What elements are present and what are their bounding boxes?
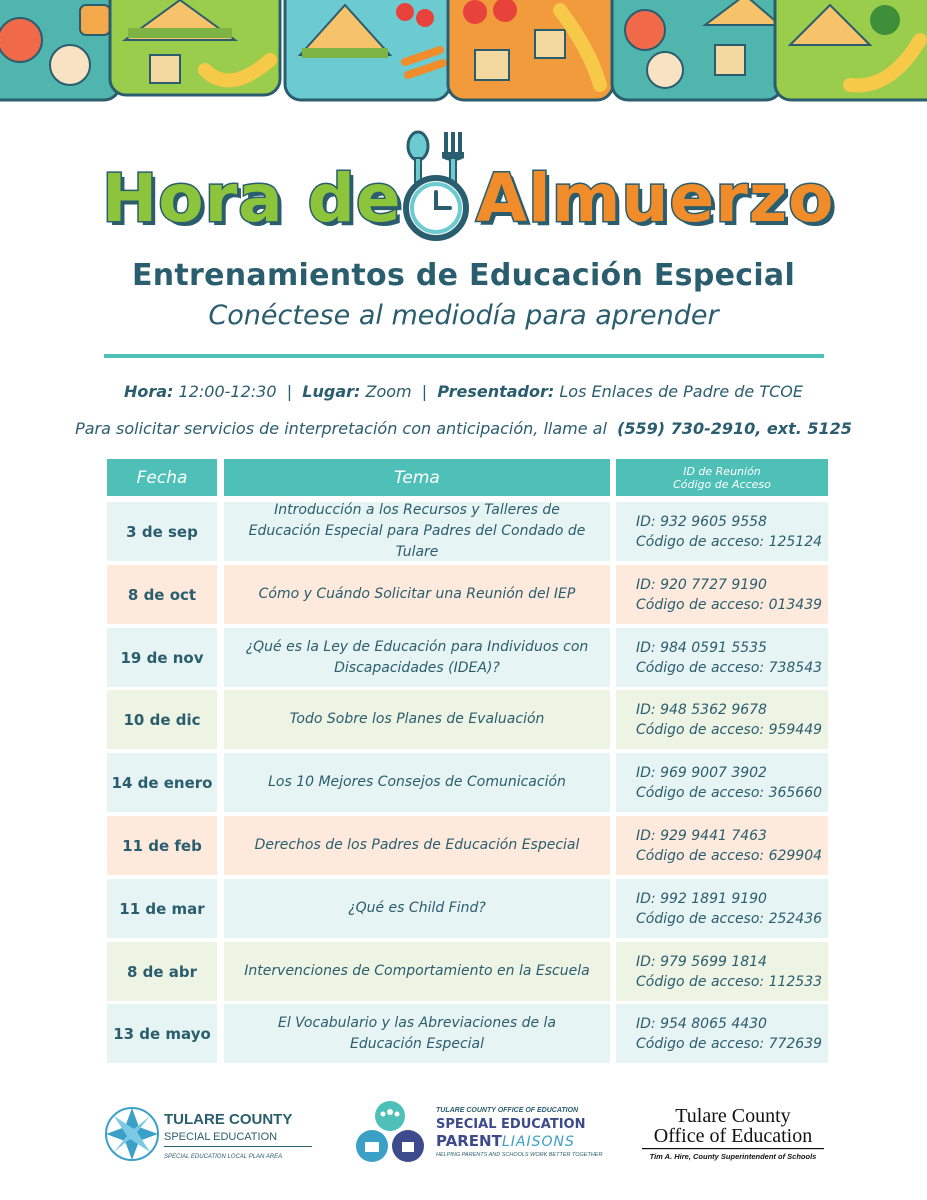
table-cell-meeting-id bbox=[616, 565, 828, 624]
people-icons-cluster bbox=[356, 1101, 424, 1162]
page-tagline: Conéctese al mediodía para aprender bbox=[208, 300, 719, 331]
access-code: Código de acceso: 959449 bbox=[636, 721, 823, 738]
access-code: Código de acceso: 772639 bbox=[636, 1035, 823, 1052]
table-cell-topic: Derechos de los Padres de Educación Especial bbox=[224, 816, 610, 875]
logo3-line3: Tim A. Hire, County Superintendent of Schools bbox=[649, 1152, 817, 1161]
table-cell-date: 13 de mayo bbox=[107, 1004, 217, 1063]
table-cell-meeting-id bbox=[616, 942, 828, 1001]
meeting-id: ID: 969 9007 3902 bbox=[636, 764, 767, 781]
logo1-line3: SPECIAL EDUCATION LOCAL PLAN AREA bbox=[164, 1154, 283, 1160]
table-cell-date: 19 de nov bbox=[107, 628, 217, 687]
interpretation-phone: (559) 730-2910, ext. 5125 bbox=[617, 419, 852, 438]
logo2-line1: TULARE COUNTY OFFICE OF EDUCATION bbox=[436, 1107, 579, 1114]
table-header-meeting-id bbox=[616, 459, 828, 496]
meeting-id: ID: 929 9441 7463 bbox=[636, 827, 767, 844]
logo1-line1: TULARE COUNTY bbox=[164, 1111, 293, 1128]
hora-label: Hora: bbox=[123, 382, 174, 401]
table-cell-meeting-id bbox=[616, 1004, 828, 1063]
table-cell-meeting-id bbox=[616, 628, 828, 687]
table-cell-meeting-id bbox=[616, 690, 828, 749]
separator: | bbox=[286, 382, 293, 401]
table-cell-date: 8 de abr bbox=[107, 942, 217, 1001]
lugar-label: Lugar: bbox=[302, 382, 361, 401]
meeting-id: ID: 920 7727 9190 bbox=[636, 576, 767, 593]
meeting-id: ID: 979 5699 1814 bbox=[636, 953, 767, 970]
page-subtitle: Entrenamientos de Educación Especial bbox=[131, 258, 796, 293]
title-row bbox=[0, 128, 927, 248]
lugar-value: Zoom bbox=[365, 382, 412, 401]
logo3-line1: Tulare County bbox=[675, 1105, 791, 1127]
table-header-date: Fecha bbox=[107, 459, 217, 496]
meeting-id: ID: 932 9605 9558 bbox=[636, 513, 767, 530]
meeting-id: ID: 992 1891 9190 bbox=[636, 890, 767, 907]
access-code: Código de acceso: 252436 bbox=[636, 910, 823, 927]
title-word-hora-de: Hora de bbox=[102, 160, 402, 237]
access-code: Código de acceso: 365660 bbox=[636, 784, 823, 801]
presentador-value: Los Enlaces de Padre de TCOE bbox=[559, 382, 803, 401]
table-cell-topic: Introducción a los Recursos y Talleres de Educación Especial para Padres del Condado de Tulare bbox=[224, 502, 610, 561]
access-code: Código de acceso: 125124 bbox=[636, 533, 823, 550]
spoon-fork-clock-icon bbox=[398, 128, 474, 244]
table-header-id-line2: Código de Acceso bbox=[673, 477, 771, 491]
session-info-line bbox=[0, 382, 927, 401]
table-cell-topic: Todo Sobre los Planes de Evaluación bbox=[224, 690, 610, 749]
parent-liaisons-logo bbox=[350, 1098, 610, 1178]
meeting-id: ID: 954 8065 4430 bbox=[636, 1015, 767, 1032]
table-cell-date: 11 de mar bbox=[107, 879, 217, 938]
table-cell-date: 10 de dic bbox=[107, 690, 217, 749]
table-cell-meeting-id bbox=[616, 753, 828, 812]
table-cell-topic: El Vocabulario y las Abreviaciones de la Educación Especial bbox=[224, 1004, 610, 1063]
table-cell-topic: Cómo y Cuándo Solicitar una Reunión del IEP bbox=[224, 565, 610, 624]
meeting-id: ID: 948 5362 9678 bbox=[636, 701, 767, 718]
table-cell-date: 11 de feb bbox=[107, 816, 217, 875]
presentador-label: Presentador: bbox=[437, 382, 555, 401]
hora-value: 12:00-12:30 bbox=[178, 382, 277, 401]
logo2-line4: HELPING PARENTS AND SCHOOLS WORK BETTER TOGETHER bbox=[436, 1152, 603, 1158]
starburst-icon bbox=[106, 1108, 158, 1160]
table-header-topic: Tema bbox=[224, 459, 610, 496]
table-cell-meeting-id bbox=[616, 816, 828, 875]
table-cell-meeting-id bbox=[616, 502, 828, 561]
logo2-line3b: LIAISONS bbox=[502, 1134, 575, 1150]
table-cell-date: 3 de sep bbox=[107, 502, 217, 561]
table-cell-topic: ¿Qué es la Ley de Educación para Individuos con Discapacidades (IDEA)? bbox=[224, 628, 610, 687]
logo2-line3a: PARENT bbox=[436, 1132, 502, 1150]
interpretation-line bbox=[0, 419, 927, 438]
logo2-line2: SPECIAL EDUCATION bbox=[436, 1117, 586, 1132]
access-code: Código de acceso: 112533 bbox=[636, 973, 823, 990]
interpretation-text: Para solicitar servicios de interpretación con anticipación, llame al bbox=[75, 419, 607, 438]
access-code: Código de acceso: 013439 bbox=[636, 596, 823, 613]
lunch-tray-banner-illustration bbox=[0, 0, 927, 110]
access-code: Código de acceso: 738543 bbox=[636, 659, 823, 676]
tulare-county-special-education-logo bbox=[104, 1098, 319, 1178]
table-cell-topic: Intervenciones de Comportamiento en la Escuela bbox=[224, 942, 610, 1001]
table-cell-topic: ¿Qué es Child Find? bbox=[224, 879, 610, 938]
logo1-line2: SPECIAL EDUCATION bbox=[164, 1131, 278, 1143]
table-cell-meeting-id bbox=[616, 879, 828, 938]
table-cell-topic: Los 10 Mejores Consejos de Comunicación bbox=[224, 753, 610, 812]
table-cell-date: 8 de oct bbox=[107, 565, 217, 624]
tulare-county-office-of-education-logo bbox=[636, 1098, 831, 1178]
logo3-line2: Office of Education bbox=[653, 1125, 813, 1147]
table-cell-date: 14 de enero bbox=[107, 753, 217, 812]
divider-rule bbox=[104, 354, 824, 358]
access-code: Código de acceso: 629904 bbox=[636, 847, 823, 864]
title-word-almuerzo: Almuerzo bbox=[476, 160, 835, 237]
meeting-id: ID: 984 0591 5535 bbox=[636, 639, 767, 656]
table-header-id-line1: ID de Reunión bbox=[683, 464, 761, 478]
separator: | bbox=[421, 382, 428, 401]
